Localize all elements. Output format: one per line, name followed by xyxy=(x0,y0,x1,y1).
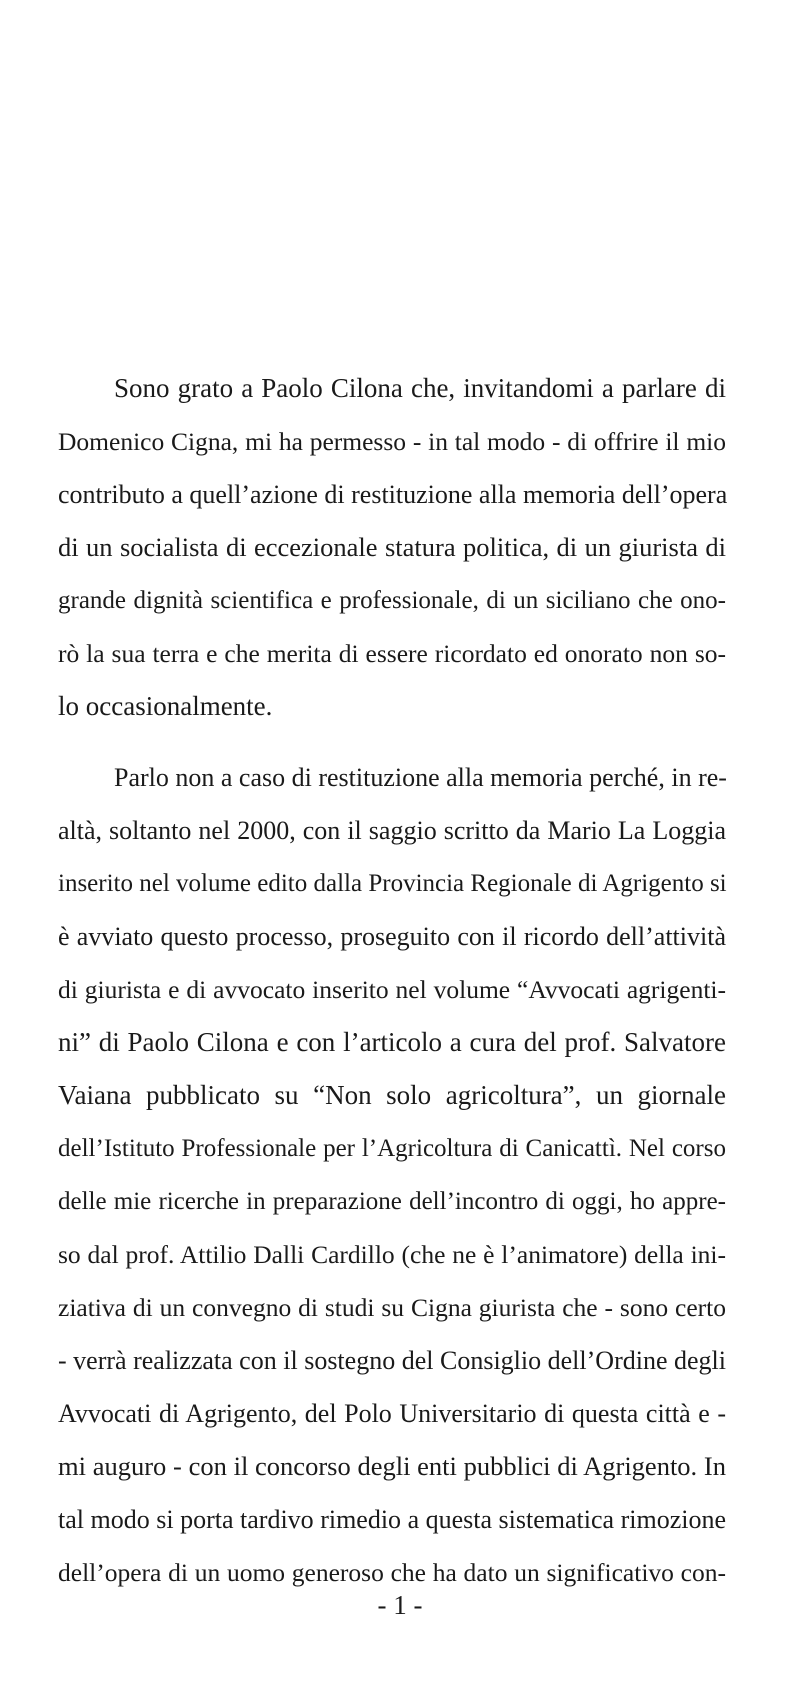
text-line: inserito nel volume edito dalla Provincia Regionale di Agrigento si xyxy=(58,870,727,897)
paragraph-1 xyxy=(58,362,726,733)
text-line: - verrà realizzata con il sostegno del Consiglio dell’Ordine degli xyxy=(58,1346,726,1375)
text-line: ni” di Paolo Cilona e con l’articolo a cura del prof. Salvatore xyxy=(58,1027,726,1057)
text-line: Vaiana pubblicato su “Non solo agricoltura”, un giornale xyxy=(58,1080,726,1110)
text-line: di giurista e di avvocato inserito nel volume “Avvocati agrigenti- xyxy=(58,975,726,1004)
text-line: Parlo non a caso di restituzione alla memoria perché, in re- xyxy=(114,763,727,792)
text-line: tal modo si porta tardivo rimedio a questa sistematica rimozione xyxy=(58,1505,726,1534)
text-line: mi auguro - con il concorso degli enti pubblici di Agrigento. In xyxy=(58,1451,726,1481)
text-line: delle mie ricerche in preparazione dell’incontro di oggi, ho appre- xyxy=(58,1188,726,1215)
text-line: lo occasionalmente. xyxy=(58,691,273,721)
text-line: Avvocati di Agrigento, del Polo Universitario di questa città e - xyxy=(58,1399,726,1428)
text-line: Domenico Cigna, mi ha permesso - in tal modo - di offrire il mio xyxy=(58,427,726,456)
text-line: altà, soltanto nel 2000, con il saggio scritto da Mario La Loggia xyxy=(58,816,726,845)
text-line: Sono grato a Paolo Cilona che, invitandomi a parlare di xyxy=(114,373,726,403)
text-line: rò la sua terra e che merita di essere ricordato ed onorato non so- xyxy=(58,639,726,668)
text-line: grande dignità scientifica e professionale, di un siciliano che ono- xyxy=(58,587,726,614)
text-line: so dal prof. Attilio Dalli Cardillo (che ne è l’animatore) della ini- xyxy=(58,1240,726,1269)
text-line: ziativa di un convegno di studi su Cigna giurista che - sono certo xyxy=(58,1293,726,1322)
text-line: contributo a quell’azione di restituzione alla memoria dell’opera xyxy=(58,480,728,509)
paragraph-2 xyxy=(58,751,726,1599)
text-line: è avviato questo processo, proseguito con il ricordo dell’attività xyxy=(58,922,726,951)
text-line: dell’Istituto Professionale per l’Agricoltura di Canicattì. Nel corso xyxy=(58,1135,726,1162)
text-line: di un socialista di eccezionale statura politica, di un giurista di xyxy=(58,532,726,562)
page-number: - 1 - xyxy=(377,1590,423,1620)
body-text xyxy=(58,362,726,1599)
paragraph-spacer xyxy=(58,733,726,751)
text-line: dell’opera di un uomo generoso che ha dato un significativo con- xyxy=(58,1558,726,1587)
